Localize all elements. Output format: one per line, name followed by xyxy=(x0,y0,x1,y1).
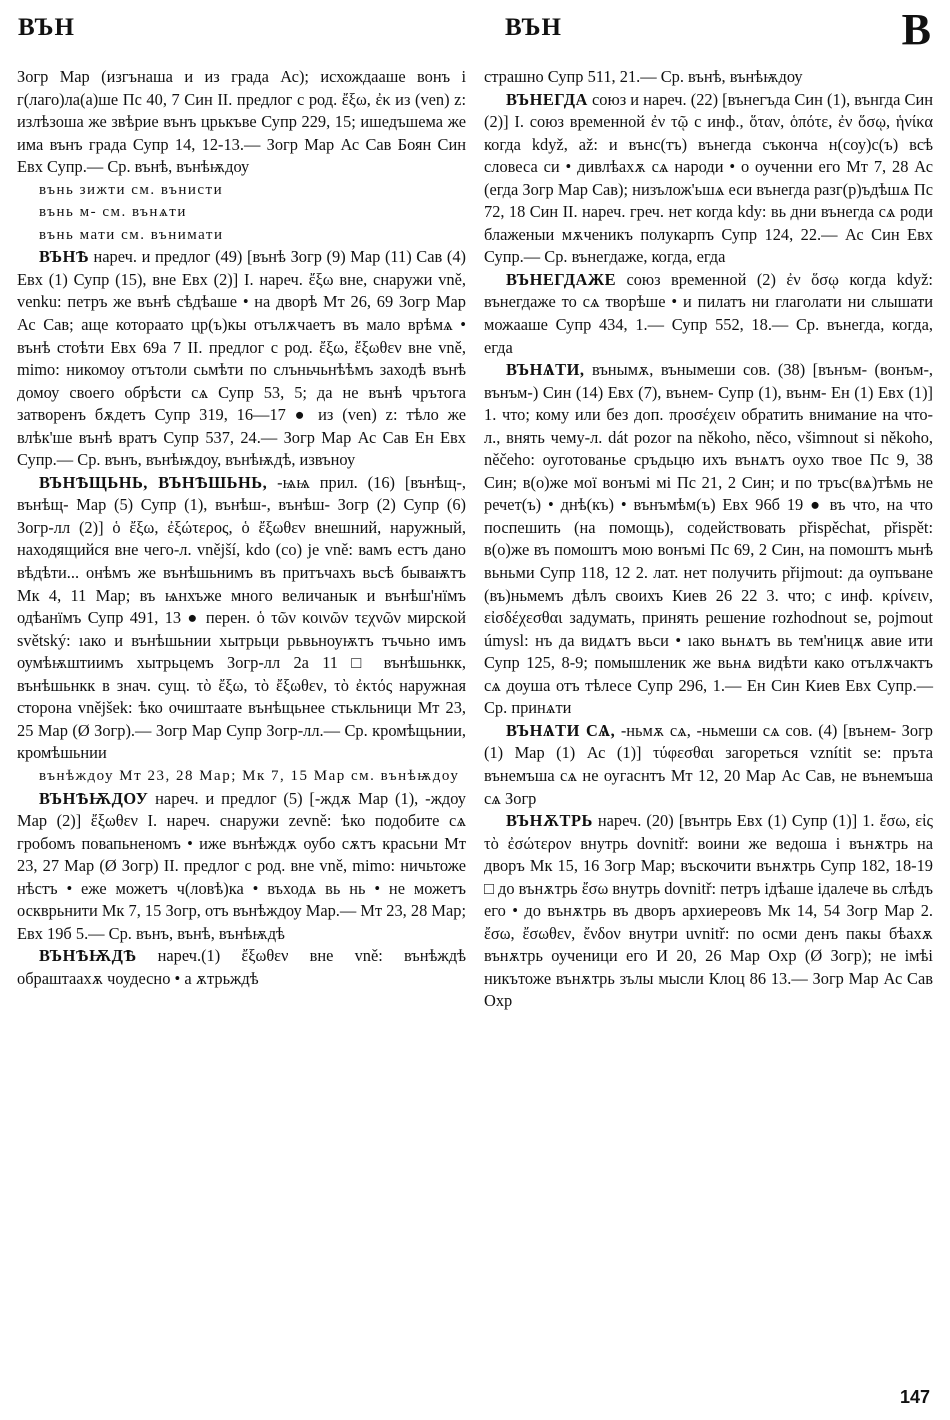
entry-continuation xyxy=(17,66,466,179)
entry-text: страшно Супр 511, 21.— Ср. вънѣ, вънѣѭдоу xyxy=(484,67,803,86)
headword: ВЪНѢѬДОУ xyxy=(39,788,149,808)
entry-text: вънь зижти см. вънисти xyxy=(39,181,224,198)
section-letter: В xyxy=(901,5,932,54)
entry-text: союз и нареч. (22) [вънегъда Син (1), вънгда Син (2)] I. союз временной ἐν τῷ с инф., ὅταν, ὁπότε, ἐν ὅσῳ, ἡνίκα когда když, až: и вънс(тъ) вънегда съконча н(соу)с(ъ) всѣ словеса си • дивлѣахѫ сѧ народи • о оученни его Мт 7, 28 Ас (егда Зогр Мар Сав); низълож'ьшѧ еси вънегда разг(р)ъдѣшѧ Пс 72, 18 Син II. нареч. греч. нет когда kdy: вь дни вънегда сѧ роди блаженыи мѫченикъ полукарпъ Супр 124, 22.— Ас Син Евх Супр.— Ср. вънегдаже, когда, егда xyxy=(484,89,933,267)
entry-text: нареч.(1) ἔξωθεν вне vně: вънѣждѣ обраштаахѫ чоудесно • а ѫтрьждѣ xyxy=(17,946,466,988)
cross-reference xyxy=(17,179,466,202)
headword: ВЪНѪТРЬ xyxy=(506,811,593,831)
dictionary-entry xyxy=(17,788,466,946)
right-column xyxy=(484,66,933,1013)
dictionary-entry xyxy=(484,269,933,359)
headword: ВЪНѢ xyxy=(39,247,89,267)
entry-text: -ньмѫ сѧ, -ньмеши сѧ сов. (4) [вънем- Зогр (1) Мар (1) Ас (1)] τύφεσθαι загореться vznítit se: пръта вънемъша сѧ не оугаснтъ Мт 12, 20 Мар Ас Сав, не вънемъша сѧ Зогр xyxy=(484,720,933,808)
headword: ВЪНѢѬДѢ xyxy=(39,946,137,966)
dictionary-entry xyxy=(484,359,933,720)
page-number: 147 xyxy=(899,1387,930,1407)
entry-text: нареч. (20) [вънтрь Евх (1) Супр (1)] 1. ἔσω, εἰς τὸ ἐσώτερον внутрь dovnitř: воини же ведоша і вънѫтрь на дворъ Мк 15, 16 Зогр Мар; въскочити вънѫтрь Супр 182, 18-19 □ до вънѫтрь ἔσω внутрь dovnitř: петръ ідѣаше ідалече вь слѣдъ его • до вънѫтрь въ дворъ архиереовъ Мк 14, 54 Зогр Мар 2. ἔσω, ἔσωθεν, ἔνδον внутри uvnitř: по осми денъ пакы бѣахѫ вънѫтрь оученици его И 20, 26 Мар Охр (Ø Зогр); не імѣі никътоже вънѫтрь зълы мысли Клоц 86 13.— Зогр Мар Ас Сав Охр xyxy=(484,811,933,1011)
cross-reference xyxy=(17,224,466,247)
entry-text: нареч. и предлог (5) [-ждѫ Мар (1), -ждоу Мар (2)] ἔξωθεν I. нареч. снаружи zevně: ѣко подобите сѧ гробомъ повапьненомъ • иже вънѣждѫ оубо сѫтъ красьни Мт 23, 27 Мар (Ø Зогр) II. предлог с род. вне vně, mimo: ничьтоже нѣстъ • еже можетъ ч(ловѣ)ка • въходѧ вь нь • не можетъ оскврьнити Мк 7, 15 Зогр, отъ вънѣждоу Мар.— Мт 23, 28 Мар; Евх 19б 5.— Ср. вънъ, вънѣ, вънѣѭдѣ xyxy=(17,788,466,943)
entry-text: -ѩѩ прил. (16) [вънѣщ-, вънѣщ- Мар (5) Супр (1), вънѣш-, вънѣш- Зогр (2) Супр (6) Зогр-лл (2)] ὁ ἔξω, ἐξώτερος, ὁ ἔξωθεν внешний, наружный, находящийся вне чего-л. vnější, kdo (co) je vně: вамъ естъ дано вѣдѣти... онѣмъ же вънѣшьнимъ въ притъчахъ вьсѣ бываѭтъ Мк 4, 11 Мар; въ ѩнхъже много величанык и вънѣш'нїмъ одѣанїмъ Супр 491, 13 ● перен. ὁ τῶν κοινῶν τεχνῶν мирской světský: ıако и вънѣшьнии хытрьци рьвьноуѭтъ тъчьно имъ оумѣѭштиимъ хытрьцемъ Зогр-лл 2а 11 □ вънѣшьнкк, вънѣшьнкк в знач. сущ. τὸ ἔξω, τὸ ἔξωθεν, τὸ ἐκτός наружная сторона vnějšek: ѣко очиштаате вънѣщьнее стькльници Мт 23, 25 Мар (Ø Зогр).— Зогр Мар Супр Зогр-лл.— Ср. кромѣщьнии, кромѣшьнии xyxy=(17,472,466,763)
entry-text: вънь м- см. вънѧти xyxy=(39,204,187,221)
running-head-center: ВЪН xyxy=(505,14,562,41)
entry-text: вънѣждоу Мт 23, 28 Мар; Мк 7, 15 Мар см. вънѣѭдоу xyxy=(39,767,460,784)
running-head-left: ВЪН xyxy=(18,14,75,41)
headword: ВЪНЕГДА xyxy=(506,89,588,109)
left-column xyxy=(17,66,466,990)
entry-continuation xyxy=(484,66,933,89)
dictionary-entry xyxy=(17,945,466,990)
entry-text: вънь мати см. вънимати xyxy=(39,226,224,243)
dictionary-entry xyxy=(17,472,466,765)
entry-text: союз временной (2) ἐν ὅσῳ когда když: вънегдаже то сѧ творѣше • и пилатъ ни глаголати ни слышати можааше Супр 434, 1.— Супр 552, 18.— Ср. вънегда, когда, егда xyxy=(484,269,933,357)
dictionary-entry xyxy=(17,246,466,471)
entry-text: Зогр Мар (изгънаша и из града Ас); исхождааше вонъ і г(лаго)ла(а)ше Пс 40, 7 Син II. предлог с род. ἔξω, ἐκ из (ven) z: излѣзоша же звѣрие вънъ црькъве Супр 229, 15; ишедъшема же има вънъ града Супр 14, 12-13.— Зогр Мар Ас Сав Боян Син Евх Супр.— Ср. вънѣ, вънѣѭдоу xyxy=(17,67,466,177)
headword: ВЪНЕГДАЖЕ xyxy=(506,269,617,289)
dictionary-entry xyxy=(484,810,933,1013)
headword: ВЪНѦТИ, xyxy=(506,360,585,380)
headword: ВЪНѦТИ СѦ, xyxy=(506,720,616,740)
cross-reference xyxy=(17,201,466,224)
dictionary-entry xyxy=(484,89,933,269)
dictionary-entry xyxy=(484,720,933,810)
entry-text: нареч. и предлог (49) [вънѣ Зогр (9) Мар (11) Сав (4) Евх (1) Супр (15), вне Евх (2)] I. нареч. ἔξω вне, снаружи vně, venku: петръ же вънѣ сѣдѣаше • на дворѣ Мт 26, 69 Зогр Мар Ас Сав; аще котораато цр(ъ)кы отълѫчаетъ въ мало врѣмѧ • вънѣ стоѣти Евх 69а 7 II. предлог с род. ἔξω, ἔξωθεν вне vně, mimo: никомоу отътоли сьмѣти по слъньчьнѣѣмъ заходѣ вънѣ домоу своего обрѣсти сѧ Супр 53, 5; да не вънѣ чрътога затворенъ бѫдетъ Супр 319, 16—17 ● из (ven) z: тѣло же влѣк'ше вънѣ вратъ Супр 537, 24.— Зогр Мар Ас Сав Ен Евх Супр.— Ср. вънъ, вънѣѭдоу, вънѣѭдѣ, извъноу xyxy=(17,247,466,470)
cross-reference xyxy=(17,765,466,788)
entry-text: вънымѫ, вънымеши сов. (38) [вънъм- (вонъм-, вънъм-) Син (14) Евх (7), вънем- Супр (1), вънм- Ен (1) Евх (1)] 1. что; кому или без доп. προσέχειν обратить внимание на что-л., внять чему-л. dát pozor na někoho, něco, všimnout si někoho, něčeho: оуготованье сръдьцю ихъ вънѧтъ оухо твое Пс 9, 38 Син; в(о)же мої вонъмі мі Пс 21, 2 Син; и по тръс(вѧ)тѣмь не речет(ъ) • днѣ(къ) • вънъмѣм(ъ) Евх 96б 19 ● въ что, на что поспешить (на помощь), содействовать přispěchat, přispět: в(о)же въ помоштъ мою вонъмі Пс 69, 2 Син, на помоштъ мьнѣ вьньми Супр 118, 12 2. лат. нет получить přijmout: да оупъване (въ)ньмемъ дѣлъ своихъ Киев 26 22 3. что; с инф. κρίνειν, εἰσδέχεσθαι задумать, принять решение rozhodnout se, pojmout úmysl: нъ да видѧтъ вьси • ıако вьнѧтъ вь тем'ницѫ авие ити Супр 125, 8-9; помышленик же вьнѧ видѣти како отълѫчактъ сѧ доуша отъ тѣлесе Супр 296, 1.— Ен Син Киев Евх Супр.— Ср. принѧти xyxy=(484,360,933,718)
headword: ВЪНѢЩЬНЬ, ВЪНѢШЬНЬ, xyxy=(39,472,268,492)
